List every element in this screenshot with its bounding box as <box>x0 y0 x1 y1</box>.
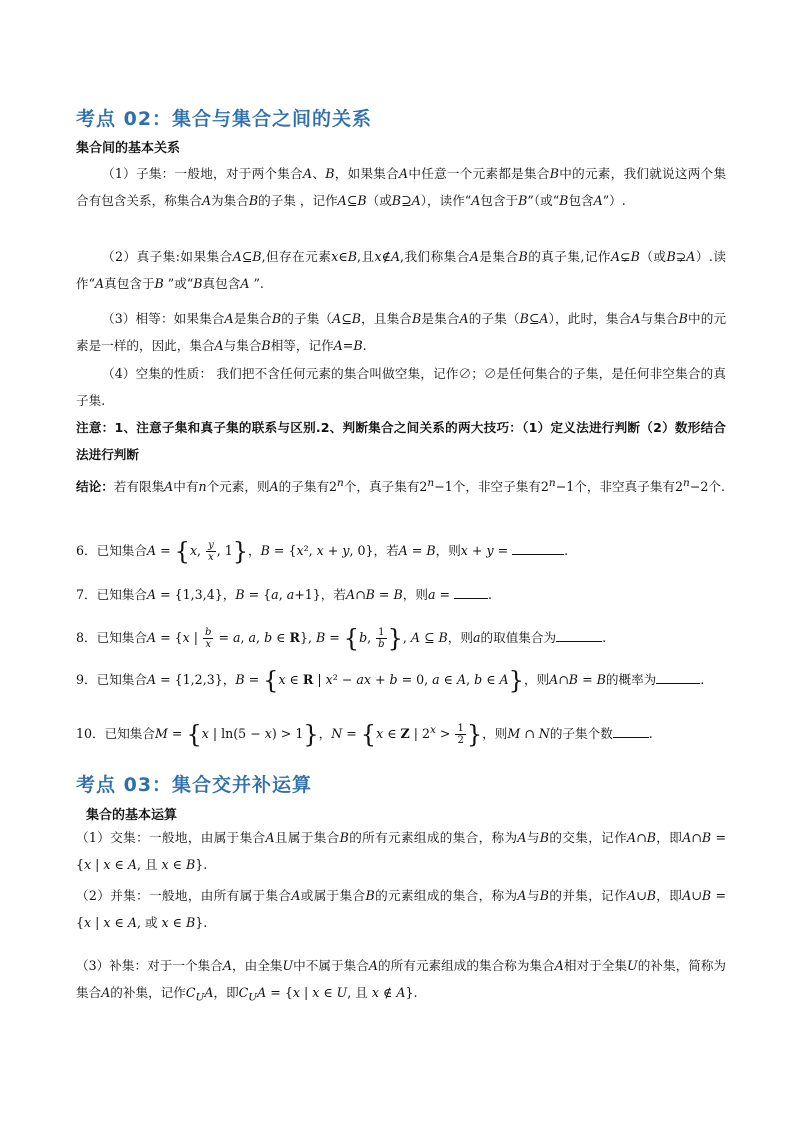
paragraph-complement: （3）补集：对于一个集合A，由全集U中不属于集合A的所有元素组成的集合称为集合A相对于全集U的补集，简称为集合A的补集，记作$C_UA$，即$C_UA = \{x$ | x ∈ U, 且 x ∉ A}. <box>76 958 727 1004</box>
answer-blank-8[interactable] <box>556 629 602 642</box>
answer-blank-9[interactable] <box>656 671 700 684</box>
section-02-subtitle: 集合间的基本关系 <box>76 141 181 156</box>
paragraph-subset: （1）子集：一般地，对于两个集合A、B，如果集合A中任意一个元素都是集合B中的元素，我们就说这两个集合有包含关系，称集合A为集合B的子集 ，记作A⊆B（或B⊇A），读作“A包含于B”（或“B包含A”）. <box>76 166 727 208</box>
answer-blank-7[interactable] <box>454 586 488 599</box>
answer-blank-10[interactable] <box>613 725 649 738</box>
paragraph-intersection: （1）交集：一般地，由属于集合A且属于集合B的所有元素组成的集合，称为A与B的交集，记作A∩B，即A∩B = {x | x ∈ A, 且 x ∈ B}. <box>76 830 727 872</box>
answer-blank-6[interactable] <box>512 542 564 555</box>
section-03-title: 考点 03：集合交并补运算 <box>76 774 313 796</box>
question-9: 9．已知集合A = {1,2,3}，B = {x ∈ R | x² − ax + b = 0, a ∈ A, b ∈ A}，则A∩B = B的概率为 . <box>76 666 705 695</box>
paragraph-proper-subset: （2）真子集:如果集合A⊆B,但存在元素x∈B,且x∉A,我们称集合A是集合B的真子集,记作A⊊B（或B⊋A）.读作“A真包含于B ”或“B真包含A ”. <box>76 249 726 291</box>
conclusion-paragraph: 结论：若有限集A中有n个元素，则A的子集有2$^n$个，真子集有$2^n-1$个，非空子集有$2^n-1$个，非空真子集有$2^n-2$个. <box>76 477 725 495</box>
question-6: 6．已知集合A = {x, $\frac{y}{x}$ , 1}，B = {x², x + y, 0}，若A = B，则x + y = . <box>76 537 569 566</box>
note-paragraph: 注意：1、注意子集和真子集的联系与区别.2、判断集合之间关系的两大技巧：（1）定义法进行判断（2）数形结合法进行判断 <box>76 420 726 462</box>
question-8: 8．已知集合A = {x | $\frac{b}{x}$ = a, a, b ∈ R}, B = {b, $\frac{1}{b}$ }, A ⊆ B，则a的取值集合为 . <box>76 624 607 653</box>
question-7: 7．已知集合A = {1,3,4}，B = {a, a+1}，若A∩B = B，则a = . <box>76 587 493 602</box>
paragraph-union: （2）并集：一般地，由所有属于集合A或属于集合B的元素组成的集合，称为A与B的并集，记作A∪B，即A∪B = {x | x ∈ A, 或 x ∈ B}. <box>76 888 727 930</box>
question-10: 10．已知集合M = {x | ln(5 − x) > 1}，N = {x ∈ Z | $2^x$ > $\frac{1}{2}$ }，则M ∩ N的子集个数 . <box>76 720 653 749</box>
section-02-title: 考点 02：集合与集合之间的关系 <box>76 108 373 130</box>
paragraph-empty-set: （4）空集的性质： 我们把不含任何元素的集合叫做空集，记作∅；∅是任何集合的子集，是任何非空集合的真子集. <box>76 366 726 408</box>
paragraph-equality: （3）相等：如果集合A是集合B的子集（A⊆B，且集合B是集合A的子集（B⊆A），此时，集合A与集合B中的元素是一样的，因此，集合A与集合B相等，记作A=B. <box>76 311 727 353</box>
section-03-subtitle: 集合的基本运算 <box>86 808 178 823</box>
